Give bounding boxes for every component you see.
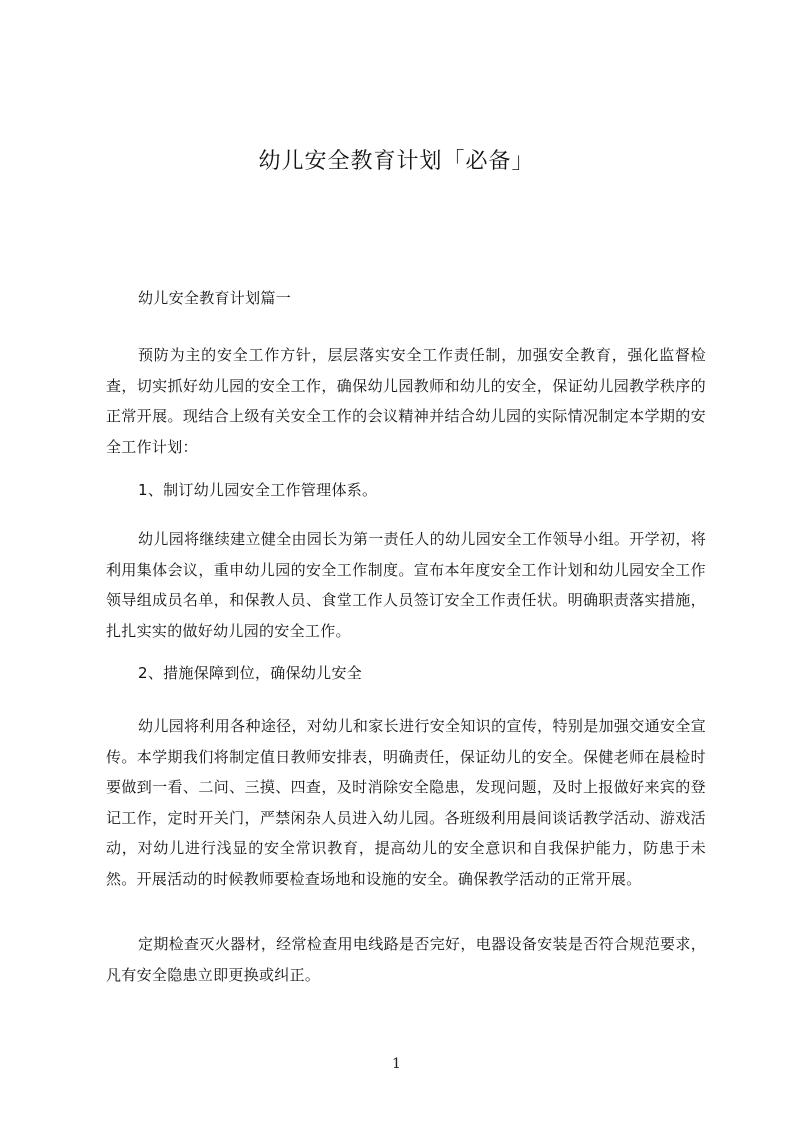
paragraph-intro: 预防为主的安全工作方针，层层落实安全工作责任制，加强安全教育，强化监督检查，切实抓好幼儿园的安全工作，确保幼儿园教师和幼儿的安全，保证幼儿园教学秩序的正常开展。现结合上级有关安全工作的会议精神并结合幼儿园的实际情况制定本学期的安全工作计划： [106, 346, 706, 456]
item-heading-1: 1、制订幼儿园安全工作管理体系。 [138, 481, 378, 499]
item-heading-2: 2、措施保障到位，确保幼儿安全 [138, 664, 363, 682]
page-number: 1 [392, 1056, 401, 1072]
paragraph-management: 幼儿园将继续建立健全由园长为第一责任人的幼儿园安全工作领导小组。开学初，将利用集体会议，重申幼儿园的安全工作制度。宣布本年度安全工作计划和幼儿园安全工作领导组成员名单，和保教人员、食堂工作人员签订安全工作责任状。明确职责落实措施，扎扎实实的做好幼儿园的安全工作。 [106, 530, 706, 640]
section-heading: 幼儿安全教育计划篇一 [138, 289, 292, 307]
paragraph-measures: 幼儿园将利用各种途径，对幼儿和家长进行安全知识的宣传，特别是加强交通安全宣传。本学期我们将制定值日教师安排表，明确责任，保证幼儿的安全。保健老师在晨检时要做到一看、二问、三摸、四查，及时消除安全隐患，发现问题，及时上报做好来宾的登记工作，定时开关门，严禁闲杂人员进入幼儿园。各班级利用晨间谈话教学活动、游戏活动，对幼儿进行浅显的安全常识教育，提高幼儿的安全意识和自我保护能力，防患于未然。开展活动的时候教师要检查场地和设施的安全。确保教学活动的正常开展。 [106, 717, 706, 888]
page-title: 幼儿安全教育计划「必备」 [258, 149, 535, 174]
paragraph-fire-safety: 定期检查灭火器材，经常检查用电线路是否完好，电器设备安装是否符合规范要求，凡有安全隐患立即更换或纠正。 [106, 935, 706, 984]
